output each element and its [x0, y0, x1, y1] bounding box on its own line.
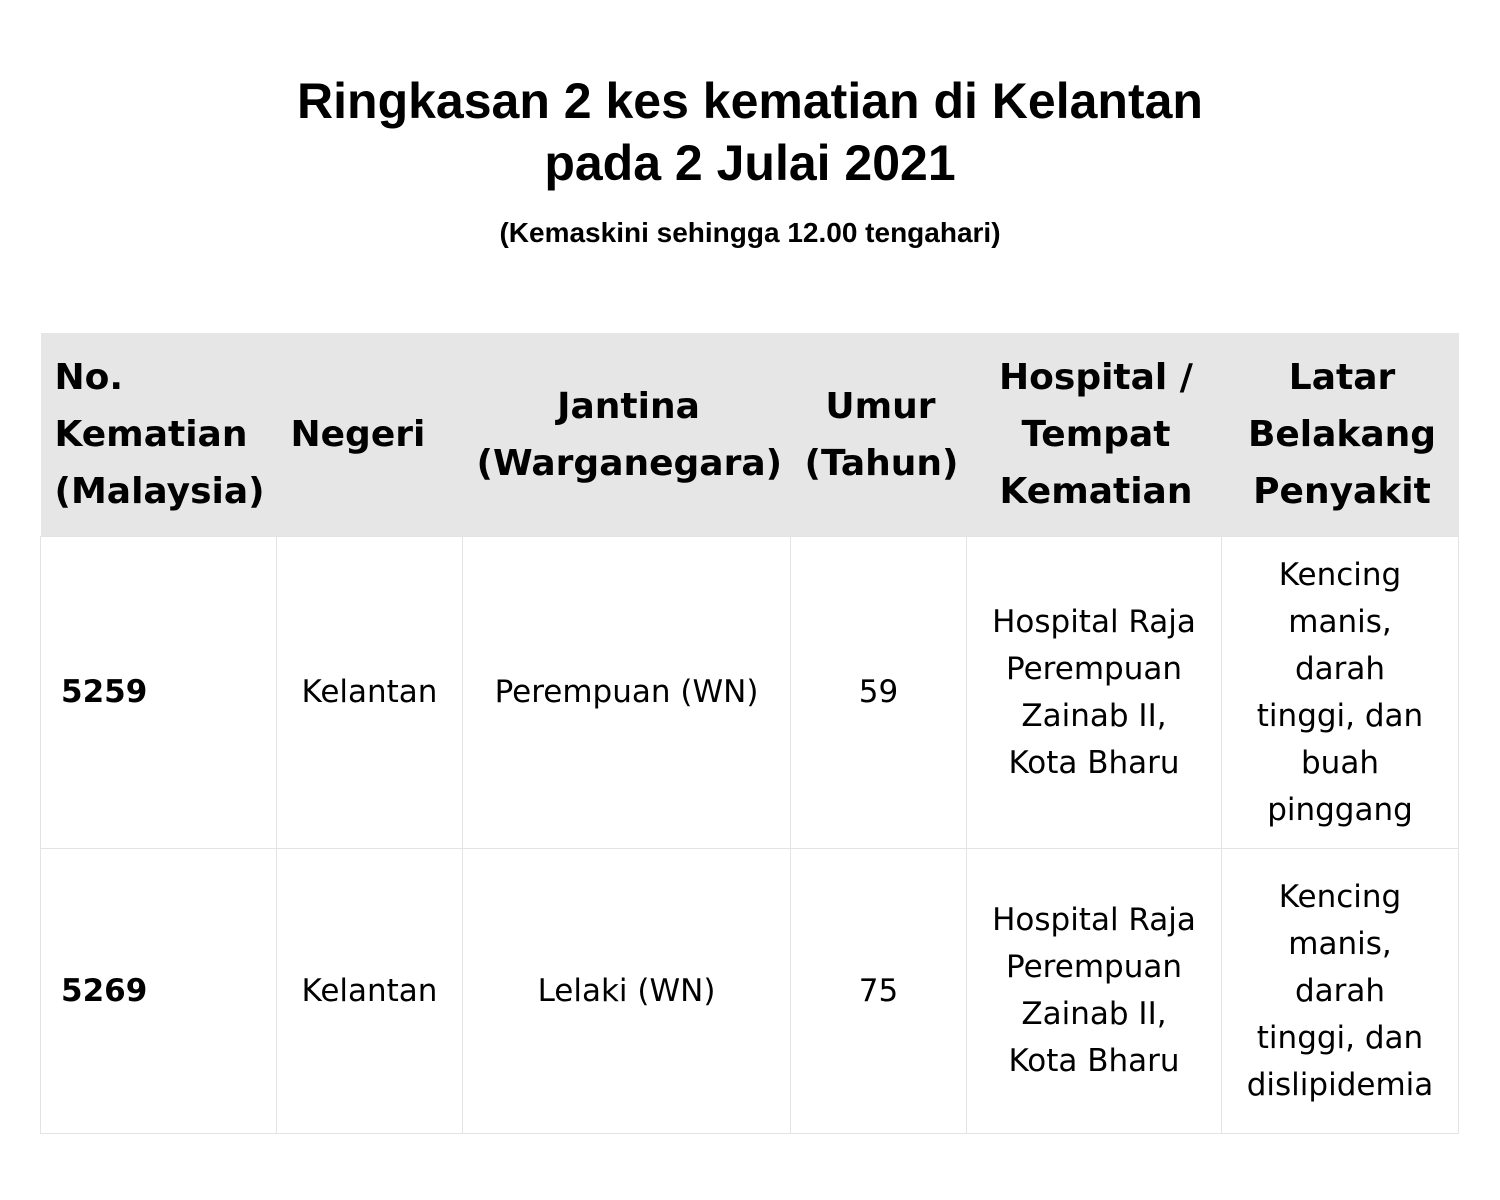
cell-hospital: Hospital Raja Perempuan Zainab II, Kota Bharu [967, 849, 1222, 1134]
cell-no-kematian: 5259 [41, 537, 277, 849]
cell-negeri: Kelantan [277, 537, 463, 849]
page-subtitle: (Kemaskini sehingga 12.00 tengahari) [499, 217, 1001, 248]
title-block [0, 70, 1500, 250]
page-title-line-2: pada 2 Julai 2021 [544, 135, 956, 191]
cell-jantina: Lelaki (WN) [463, 849, 791, 1134]
cell-latar-belakang: Kencing manis, darah tinggi, dan dislipidemia [1222, 849, 1459, 1134]
header-hospital: Hospital / Tempat Kematian [967, 333, 1222, 537]
cell-umur: 75 [791, 849, 967, 1134]
cell-jantina: Perempuan (WN) [463, 537, 791, 849]
deaths-table [40, 333, 1459, 1134]
table-header-row [41, 333, 1459, 537]
cell-hospital: Hospital Raja Perempuan Zainab II, Kota Bharu [967, 537, 1222, 849]
cell-latar-belakang: Kencing manis, darah tinggi, dan buah pinggang [1222, 537, 1459, 849]
cell-negeri: Kelantan [277, 849, 463, 1134]
cell-umur: 59 [791, 537, 967, 849]
header-no-kematian: No. Kematian (Malaysia) [41, 333, 277, 537]
table-row [41, 849, 1459, 1134]
header-latar-belakang: Latar Belakang Penyakit [1222, 333, 1459, 537]
header-negeri: Negeri [277, 333, 463, 537]
table-row [41, 537, 1459, 849]
header-jantina: Jantina (Warganegara) [463, 333, 791, 537]
cell-no-kematian: 5269 [41, 849, 277, 1134]
page-title-line-1: Ringkasan 2 kes kematian di Kelantan [297, 73, 1203, 129]
header-umur: Umur (Tahun) [791, 333, 967, 537]
